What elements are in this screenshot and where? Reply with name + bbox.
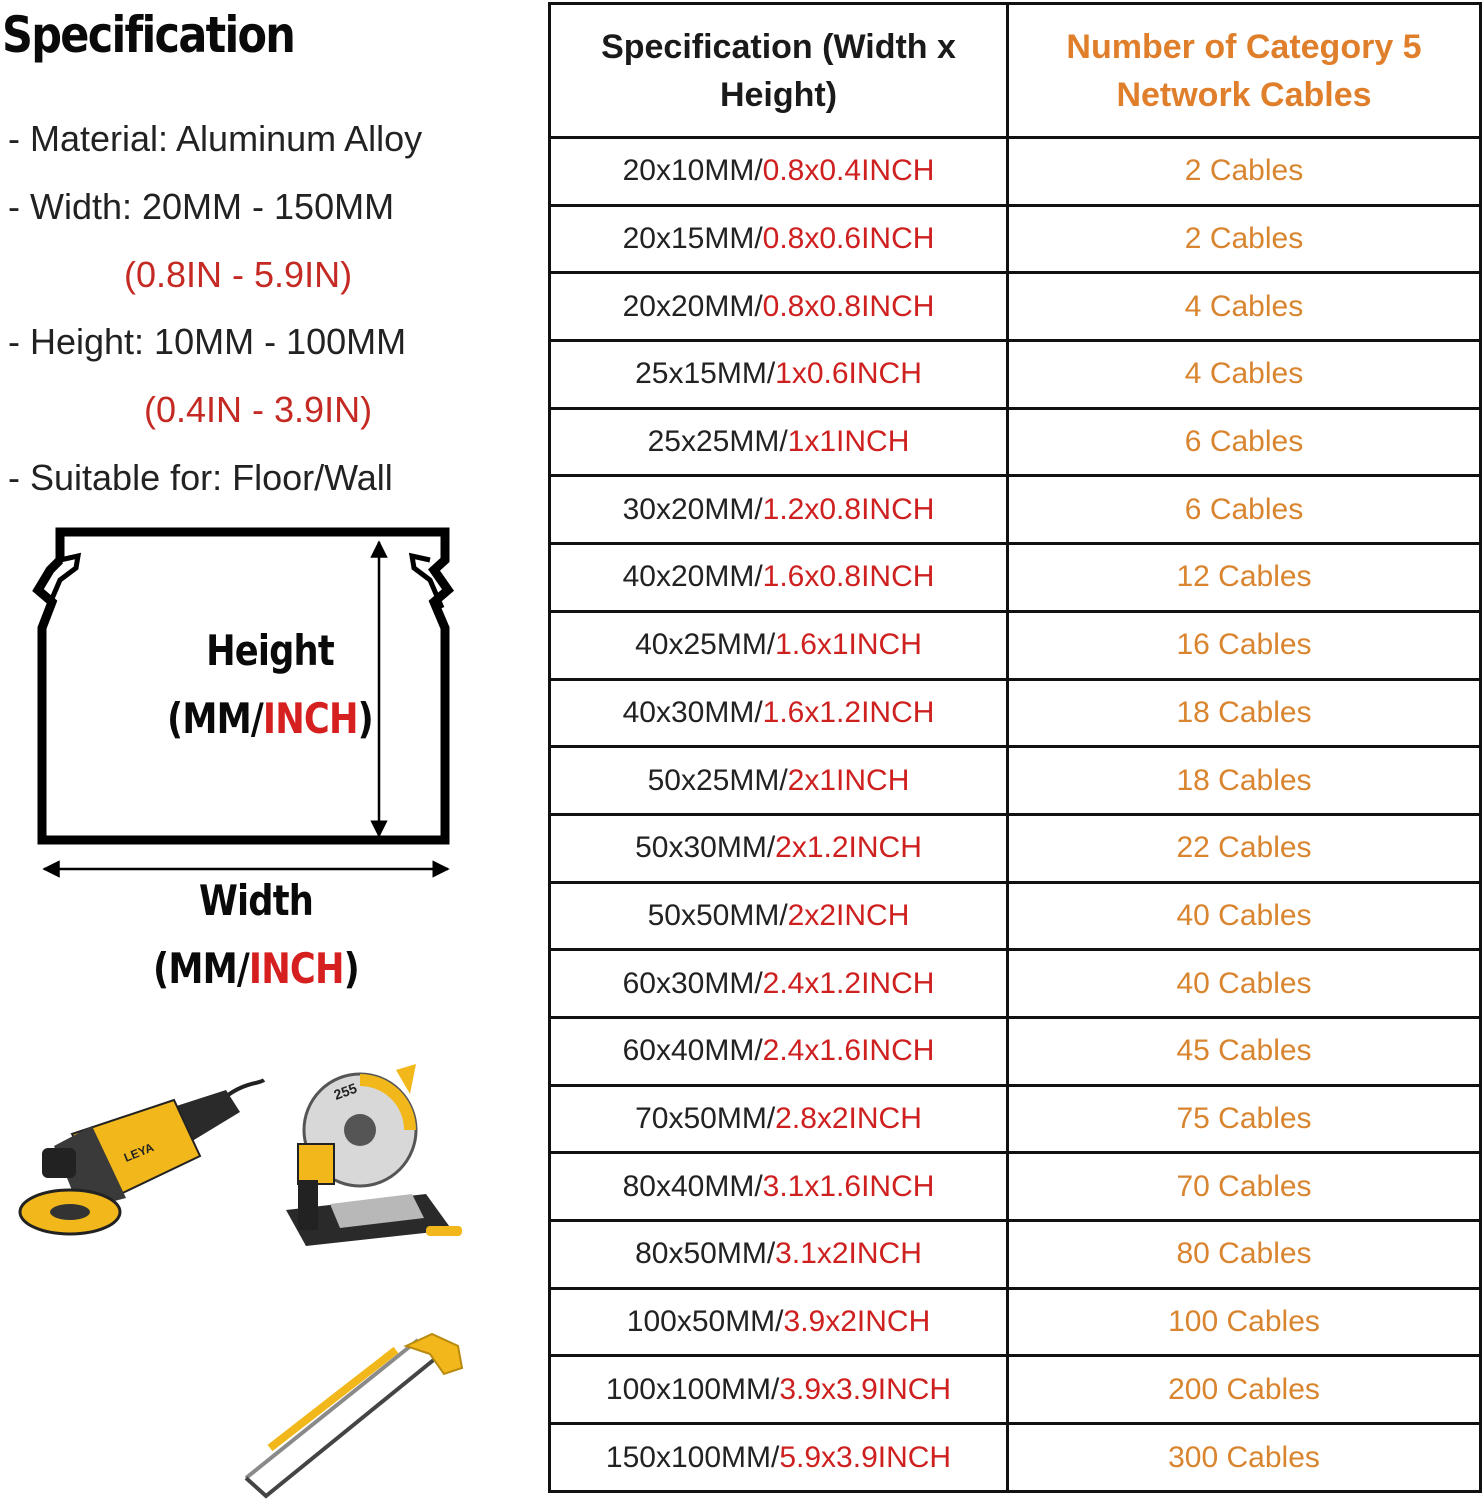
size-cell [550, 544, 1008, 612]
size-cell [550, 273, 1008, 341]
size-inch: 2x1INCH [787, 763, 910, 797]
table-row [550, 273, 1481, 341]
size-mm: 40x25MM/ [635, 628, 776, 662]
size-inch: 3.9x2INCH [783, 1305, 931, 1339]
page-title: Specification [2, 6, 295, 64]
size-mm: 40x20MM/ [622, 560, 763, 594]
table-row [550, 1356, 1481, 1424]
table-row [550, 814, 1481, 882]
width-spec: - Width: 20MM - 150MM [8, 186, 395, 227]
size-mm: 50x50MM/ [647, 898, 788, 932]
table-row [550, 408, 1481, 476]
size-mm: 70x50MM/ [635, 1101, 776, 1135]
cable-count: 80 Cables [1008, 1221, 1481, 1289]
size-mm: 30x20MM/ [622, 492, 763, 526]
size-cell [550, 1017, 1008, 1085]
size-mm: 25x15MM/ [635, 357, 776, 391]
size-cell [550, 1153, 1008, 1221]
size-inch: 2.4x1.6INCH [762, 1034, 935, 1068]
size-cell [550, 205, 1008, 273]
cable-count: 18 Cables [1008, 747, 1481, 815]
size-mm: 25x25MM/ [647, 425, 788, 459]
size-inch: 1x0.6INCH [775, 357, 922, 391]
size-mm: 20x20MM/ [622, 289, 763, 323]
size-mm: 50x30MM/ [635, 831, 776, 865]
cable-count: 4 Cables [1008, 273, 1481, 341]
grinder-brand-text: LEYA [121, 1140, 156, 1165]
size-inch: 1.6x1INCH [775, 628, 922, 662]
size-mm: 50x25MM/ [647, 763, 788, 797]
cable-count: 75 Cables [1008, 1085, 1481, 1153]
height-label: Height [206, 626, 334, 675]
size-inch: 3.1x2INCH [775, 1237, 922, 1271]
cable-count: 4 Cables [1008, 341, 1481, 409]
table-row [550, 1424, 1481, 1492]
table-row [550, 138, 1481, 206]
height-unit-label: (MM/INCH) [167, 694, 373, 743]
size-cell [550, 950, 1008, 1018]
table-row [550, 1153, 1481, 1221]
cable-count: 6 Cables [1008, 476, 1481, 544]
cable-count: 22 Cables [1008, 814, 1481, 882]
size-cell [550, 1424, 1008, 1492]
size-mm: 80x40MM/ [622, 1169, 763, 1203]
cable-count: 16 Cables [1008, 611, 1481, 679]
cable-count: 45 Cables [1008, 1017, 1481, 1085]
size-inch: 2x1.2INCH [775, 831, 922, 865]
size-cell [550, 1356, 1008, 1424]
table-row [550, 1017, 1481, 1085]
size-inch: 0.8x0.4INCH [762, 154, 935, 188]
size-inch: 1.6x1.2INCH [762, 695, 935, 729]
size-cell [550, 679, 1008, 747]
material-spec: - Material: Aluminum Alloy [8, 118, 423, 159]
saw-blade-number: 255 [331, 1079, 359, 1103]
size-cell [550, 138, 1008, 206]
table-row [550, 1085, 1481, 1153]
cable-count: 12 Cables [1008, 544, 1481, 612]
table-row [550, 1221, 1481, 1289]
size-cell [550, 814, 1008, 882]
header-specification: Specification (Width x Height) [550, 4, 1008, 138]
size-mm: 80x50MM/ [635, 1237, 776, 1271]
duct-outline [38, 532, 448, 840]
cable-count: 300 Cables [1008, 1424, 1481, 1492]
table-row [550, 950, 1481, 1018]
size-inch: 1x1INCH [787, 425, 910, 459]
table-row [550, 476, 1481, 544]
size-mm: 20x10MM/ [622, 154, 763, 188]
cable-count: 18 Cables [1008, 679, 1481, 747]
size-cell [550, 476, 1008, 544]
size-inch: 2.8x2INCH [775, 1101, 922, 1135]
size-mm: 60x30MM/ [622, 966, 763, 1000]
cable-count: 100 Cables [1008, 1288, 1481, 1356]
miter-saw-image [276, 1060, 472, 1260]
table-row [550, 679, 1481, 747]
width-inch-range: (0.8IN - 5.9IN) [124, 254, 353, 295]
table-row [550, 1288, 1481, 1356]
suitable-spec: - Suitable for: Floor/Wall [8, 457, 393, 498]
width-label: Width [198, 876, 314, 925]
size-cell [550, 747, 1008, 815]
size-mm: 60x40MM/ [622, 1034, 763, 1068]
cable-count: 2 Cables [1008, 138, 1481, 206]
size-cell [550, 882, 1008, 950]
table-row [550, 341, 1481, 409]
size-cell [550, 611, 1008, 679]
size-inch: 2x2INCH [787, 898, 910, 932]
specification-table [548, 2, 1482, 1493]
cable-count: 200 Cables [1008, 1356, 1481, 1424]
size-mm: 100x100MM/ [605, 1372, 780, 1406]
table-row [550, 747, 1481, 815]
size-inch: 5.9x3.9INCH [779, 1440, 952, 1474]
size-cell [550, 341, 1008, 409]
cable-count: 40 Cables [1008, 950, 1481, 1018]
size-inch: 3.1x1.6INCH [762, 1169, 935, 1203]
size-inch: 1.2x0.8INCH [762, 492, 935, 526]
cable-count: 40 Cables [1008, 882, 1481, 950]
header-cable-count: Number of Category 5 Network Cables [1008, 4, 1481, 138]
height-spec: - Height: 10MM - 100MM [8, 321, 407, 362]
table-header-row [550, 4, 1481, 138]
table-row [550, 611, 1481, 679]
cable-count: 2 Cables [1008, 205, 1481, 273]
size-mm: 20x15MM/ [622, 222, 763, 256]
size-cell [550, 1221, 1008, 1289]
hacksaw-image [236, 1328, 466, 1500]
size-inch: 2.4x1.2INCH [762, 966, 935, 1000]
size-cell [550, 408, 1008, 476]
width-unit-label: (MM/INCH) [153, 944, 359, 993]
table-row [550, 882, 1481, 950]
cable-count: 70 Cables [1008, 1153, 1481, 1221]
size-mm: 150x100MM/ [605, 1440, 780, 1474]
table-row [550, 544, 1481, 612]
cable-count: 6 Cables [1008, 408, 1481, 476]
size-mm: 40x30MM/ [622, 695, 763, 729]
size-cell [550, 1288, 1008, 1356]
size-mm: 100x50MM/ [626, 1305, 784, 1339]
size-cell [550, 1085, 1008, 1153]
angle-grinder-image [14, 1070, 270, 1250]
size-inch: 3.9x3.9INCH [779, 1372, 952, 1406]
size-inch: 1.6x0.8INCH [762, 560, 935, 594]
size-inch: 0.8x0.8INCH [762, 289, 935, 323]
size-inch: 0.8x0.6INCH [762, 222, 935, 256]
height-inch-range: (0.4IN - 3.9IN) [144, 389, 373, 430]
table-row [550, 205, 1481, 273]
